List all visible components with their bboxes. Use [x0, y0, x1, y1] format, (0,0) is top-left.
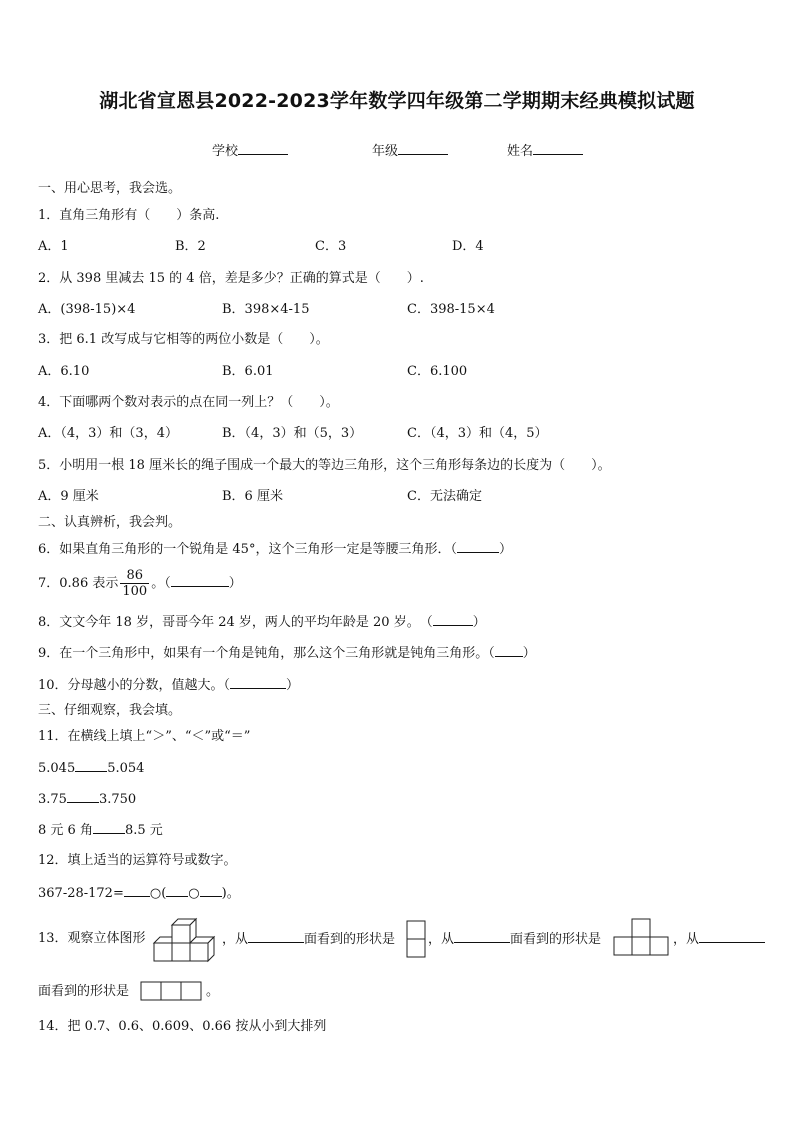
- question-11: 11．在横线上填上“＞”、“＜”或“＝”: [38, 729, 251, 744]
- q11-row-2: [38, 790, 136, 809]
- q3-option-c[interactable]: C．6.100: [407, 364, 468, 379]
- question-1: 1．直角三角形有（ ）条高.: [38, 208, 220, 223]
- q1-option-d[interactable]: D．4: [452, 239, 484, 254]
- q13-line-2: [38, 983, 129, 1001]
- view-t-shape: [612, 918, 670, 958]
- q10-answer-blank[interactable]: [230, 676, 286, 689]
- question-5: 5．小明用一根 18 厘米长的绳子围成一个最大的等边三角形，这个三角形每条边的长度为（ ）。: [38, 458, 611, 473]
- question-8: [38, 613, 486, 632]
- q10-close-paren: ）: [286, 678, 300, 693]
- grade-blank[interactable]: [398, 140, 448, 155]
- q12-close: )。: [221, 886, 240, 901]
- solid-figure: [148, 913, 220, 965]
- question-13-prefix: 13．观察立体图形: [38, 931, 146, 946]
- school-label: 学校: [212, 144, 239, 159]
- question-6-text: 6．如果直角三角形的一个锐角是 45°，这个三角形一定是等腰三角形．（: [38, 542, 457, 557]
- q7-answer-blank[interactable]: [171, 574, 229, 587]
- question-14: 14．把 0.7、0.6、0.609、0.66 按从小到大排列: [38, 1019, 327, 1034]
- fraction-denominator: 100: [122, 584, 148, 599]
- section-heading-1: 一、用心思考，我会选。: [38, 181, 182, 196]
- question-7-suffix: 。（: [151, 576, 171, 591]
- q3-option-b[interactable]: B．6.01: [222, 364, 274, 379]
- q13-comma-1: ，从: [222, 932, 249, 947]
- q13-mid-2: 面看到的形状是: [510, 932, 602, 947]
- q12-op-1: ○(: [149, 886, 167, 901]
- q13-part-3: [673, 930, 765, 949]
- q6-answer-blank[interactable]: [457, 540, 499, 553]
- q12-blank-3[interactable]: [200, 884, 222, 897]
- question-12: 12．填上适当的运算符号或数字。: [38, 853, 237, 868]
- q11-row2-left: 3.75: [38, 792, 67, 807]
- q12-expr-text: 367-28-172=: [38, 886, 124, 901]
- q13-blank-1[interactable]: [248, 930, 304, 943]
- q12-blank-2[interactable]: [166, 884, 188, 897]
- q13-comma-3: ，从: [673, 932, 700, 947]
- q13-part-1: [222, 930, 395, 949]
- question-2: 2．从 398 里减去 15 的 4 倍，差是多少？正确的算式是（ ）.: [38, 271, 424, 286]
- q9-answer-blank[interactable]: [495, 644, 523, 657]
- view-two-stacked-squares: [405, 920, 427, 958]
- q3-option-a[interactable]: A．6.10: [38, 364, 90, 379]
- section-heading-2: 二、认真辨析，我会判。: [38, 515, 182, 530]
- q11-row3-right: 8.5 元: [124, 823, 163, 838]
- view-three-squares-row: [139, 980, 203, 1002]
- section-heading-3: 三、仔细观察，我会填。: [38, 703, 182, 718]
- name-blank[interactable]: [533, 140, 583, 155]
- q7-close-paren: ）: [228, 576, 242, 591]
- q13-blank-2[interactable]: [454, 930, 510, 943]
- q11-row-1: [38, 759, 144, 778]
- q13-mid-1: 面看到的形状是: [304, 932, 396, 947]
- question-9-text: 9．在一个三角形中，如果有一个角是钝角，那么这个三角形就是钝角三角形。（: [38, 646, 495, 661]
- name-field: [507, 140, 583, 159]
- q13-line2-text: 面看到的形状是: [38, 984, 130, 999]
- q2-option-a[interactable]: A．(398-15)×4: [38, 302, 136, 317]
- q11-row3-left: 8 元 6 角: [38, 823, 93, 838]
- q11-row1-left: 5.045: [38, 761, 76, 776]
- question-3: 3．把 6.1 改写成与它相等的两位小数是（ ）。: [38, 332, 329, 347]
- q4-option-c[interactable]: C．（4，3）和（4，5）: [407, 426, 548, 441]
- q11-row2-blank[interactable]: [67, 790, 99, 803]
- q13-part-2: [428, 930, 601, 949]
- q13-blank-3[interactable]: [699, 930, 765, 943]
- q6-close-paren: ）: [498, 542, 512, 557]
- school-blank[interactable]: [238, 140, 288, 155]
- q11-row2-right: 3.750: [98, 792, 137, 807]
- q11-row1-blank[interactable]: [75, 759, 107, 772]
- name-label: 姓名: [507, 144, 534, 159]
- question-8-text: 8．文文今年 18 岁，哥哥今年 24 岁，两人的平均年龄是 20 岁。 （: [38, 615, 433, 630]
- q12-op-2: ○: [188, 886, 200, 901]
- q13-comma-2: ，从: [428, 932, 455, 947]
- q5-option-c[interactable]: C．无法确定: [407, 489, 482, 504]
- q1-option-c[interactable]: C．3: [315, 239, 347, 254]
- question-10: [38, 676, 299, 695]
- question-10-text: 10．分母越小的分数，值越大。（: [38, 678, 231, 693]
- q11-row1-right: 5.054: [107, 761, 145, 776]
- q2-option-b[interactable]: B．398×4-15: [222, 302, 310, 317]
- grade-field: [372, 140, 448, 159]
- q5-option-b[interactable]: B．6 厘米: [222, 489, 283, 504]
- q5-option-a[interactable]: A．9 厘米: [38, 489, 99, 504]
- q1-option-a[interactable]: A．1: [38, 239, 69, 254]
- page-title: 湖北省宣恩县2022-2023学年数学四年级第二学期期末经典模拟试题: [99, 90, 695, 112]
- fraction-numerator: 86: [120, 568, 149, 584]
- q8-close-paren: ）: [472, 615, 486, 630]
- question-9: [38, 644, 536, 663]
- q9-close-paren: ）: [522, 646, 536, 661]
- q13-end: 。: [206, 984, 220, 999]
- q12-blank-1[interactable]: [124, 884, 150, 897]
- question-6: [38, 540, 512, 559]
- school-field: [212, 140, 288, 159]
- question-4: 4．下面哪两个数对表示的点在同一列上？（ ）。: [38, 395, 339, 410]
- q4-option-b[interactable]: B．（4，3）和（5，3）: [222, 426, 363, 441]
- q4-option-a[interactable]: A．（4，3）和（3，4）: [38, 426, 178, 441]
- q2-option-c[interactable]: C．398-15×4: [407, 302, 495, 317]
- fraction-86-100: [120, 568, 149, 599]
- grade-label: 年级: [372, 144, 399, 159]
- q8-answer-blank[interactable]: [433, 613, 473, 626]
- q1-option-b[interactable]: B．2: [175, 239, 206, 254]
- q12-expression: [38, 884, 240, 903]
- question-7: [38, 566, 242, 602]
- q11-row3-blank[interactable]: [93, 821, 125, 834]
- question-7-prefix: 7．0.86 表示: [38, 576, 119, 591]
- q11-row-3: [38, 821, 163, 840]
